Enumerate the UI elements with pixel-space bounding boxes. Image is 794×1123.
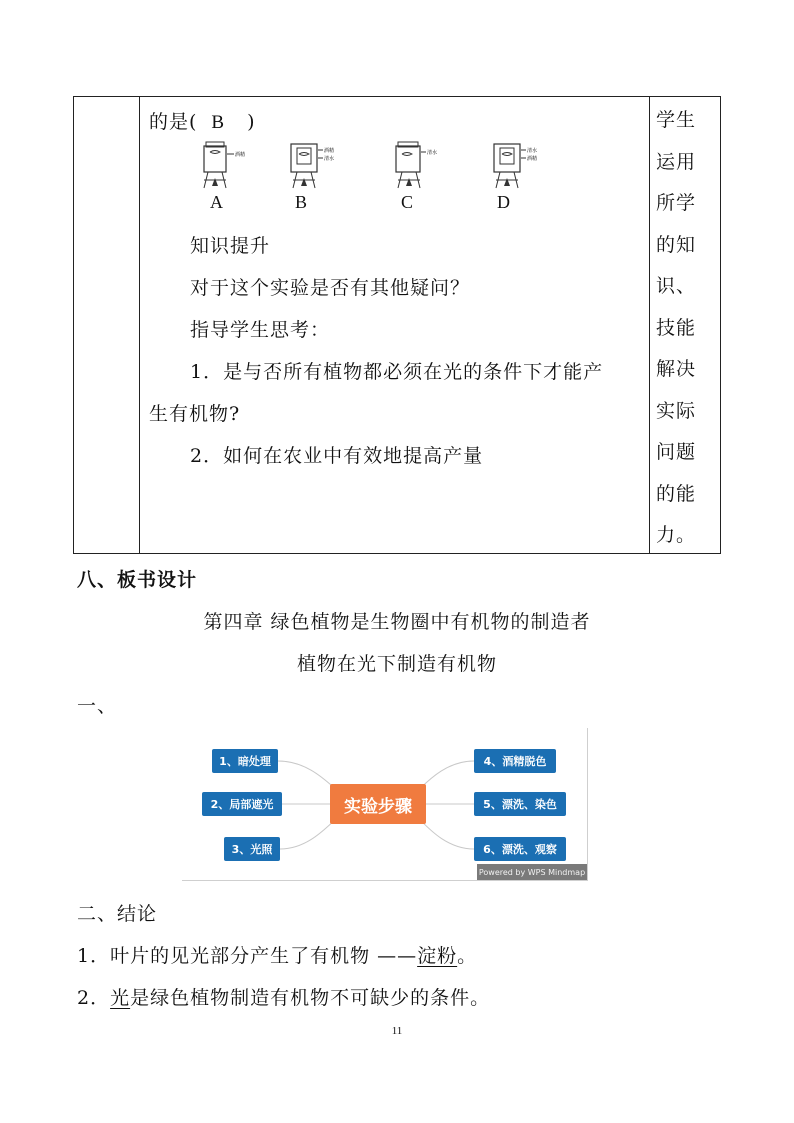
answer-value: B xyxy=(211,112,226,133)
question-close: ) xyxy=(247,111,256,133)
beaker-option-b-figure xyxy=(285,138,355,194)
page-number: 11 xyxy=(391,1025,403,1037)
mindmap-node-step-2: 2、局部遮光 xyxy=(202,792,282,816)
mindmap-node-step-3: 3、光照 xyxy=(224,837,280,861)
conclusion-2-answer: 光 xyxy=(110,987,131,1009)
conclusion-2-text: 是绿色植物制造有机物不可缺少的条件。 xyxy=(130,987,491,1009)
question-2: 2．如何在农业中有效地提高产量 xyxy=(190,445,484,467)
mindmap-node-step-6: 6、漂洗、观察 xyxy=(474,837,566,861)
mindmap-image xyxy=(182,728,588,881)
conclusion-1 xyxy=(77,941,477,968)
beaker-b-label-1: 酒精 xyxy=(324,148,335,154)
beaker-d-label-2: 酒精 xyxy=(527,156,538,162)
conclusion-1-answer: 淀粉 xyxy=(417,945,458,967)
conclusion-2-number: 2． xyxy=(77,987,111,1009)
intent-line: 问题 xyxy=(656,441,697,463)
intent-line: 的能 xyxy=(656,482,697,505)
intent-line: 力。 xyxy=(656,524,697,546)
lesson-title: 植物在光下制造有机物 xyxy=(296,653,497,675)
question-1-line-2: 生有机物? xyxy=(149,403,241,425)
beaker-b-label-2: 清水 xyxy=(324,156,335,162)
mindmap-credit: Powered by WPS Mindmap xyxy=(477,864,587,880)
intent-line: 技能 xyxy=(656,316,697,339)
intent-line: 的知 xyxy=(656,233,697,256)
option-label-a: A xyxy=(210,192,223,212)
beaker-option-d-figure xyxy=(488,138,558,194)
question-1-line-1: 1．是与否所有植物都必须在光的条件下才能产 xyxy=(190,361,604,383)
conclusion-1-text: 1．叶片的见光部分产生了有机物 —— xyxy=(77,945,418,967)
question-line xyxy=(149,107,256,134)
column-divider xyxy=(139,97,140,553)
option-label-c: C xyxy=(401,192,414,212)
knowledge-title: 知识提升 xyxy=(190,235,271,257)
chapter-title: 第四章 绿色植物是生物圈中有机物的制造者 xyxy=(203,611,591,633)
guide-text: 指导学生思考： xyxy=(190,319,331,341)
mindmap-node-step-1: 1、暗处理 xyxy=(212,749,278,773)
mindmap-node-step-4: 4、酒精脱色 xyxy=(474,749,556,773)
column-divider xyxy=(649,97,650,553)
section-heading: 八、板书设计 xyxy=(77,569,198,591)
intent-line: 运用 xyxy=(656,150,697,173)
intent-line: 所学 xyxy=(656,192,697,214)
beaker-c-label: 清水 xyxy=(427,150,438,156)
intent-line: 实际 xyxy=(656,399,697,422)
intent-line: 解决 xyxy=(656,358,697,380)
mindmap-center-node: 实验步骤 xyxy=(330,784,426,824)
beaker-option-a-figure xyxy=(196,138,266,194)
design-intent-column xyxy=(656,100,708,557)
intent-line: 学生 xyxy=(656,109,697,131)
prompt-text: 对于这个实验是否有其他疑问？ xyxy=(190,277,471,299)
option-label-d: D xyxy=(497,192,510,212)
beaker-a-label: 酒精 xyxy=(235,152,246,158)
beaker-option-c-figure xyxy=(390,138,460,194)
conclusion-2 xyxy=(77,983,490,1010)
mindmap-node-step-5: 5、漂洗、染色 xyxy=(474,792,566,816)
part-two-label: 二、结论 xyxy=(77,903,158,925)
intent-line: 识、 xyxy=(656,275,697,297)
option-label-b: B xyxy=(295,192,308,212)
beaker-d-label-1: 清水 xyxy=(527,148,538,154)
part-one-label: 一、 xyxy=(77,695,118,717)
conclusion-1-end: 。 xyxy=(457,945,478,967)
question-text: 的是( xyxy=(149,111,198,133)
